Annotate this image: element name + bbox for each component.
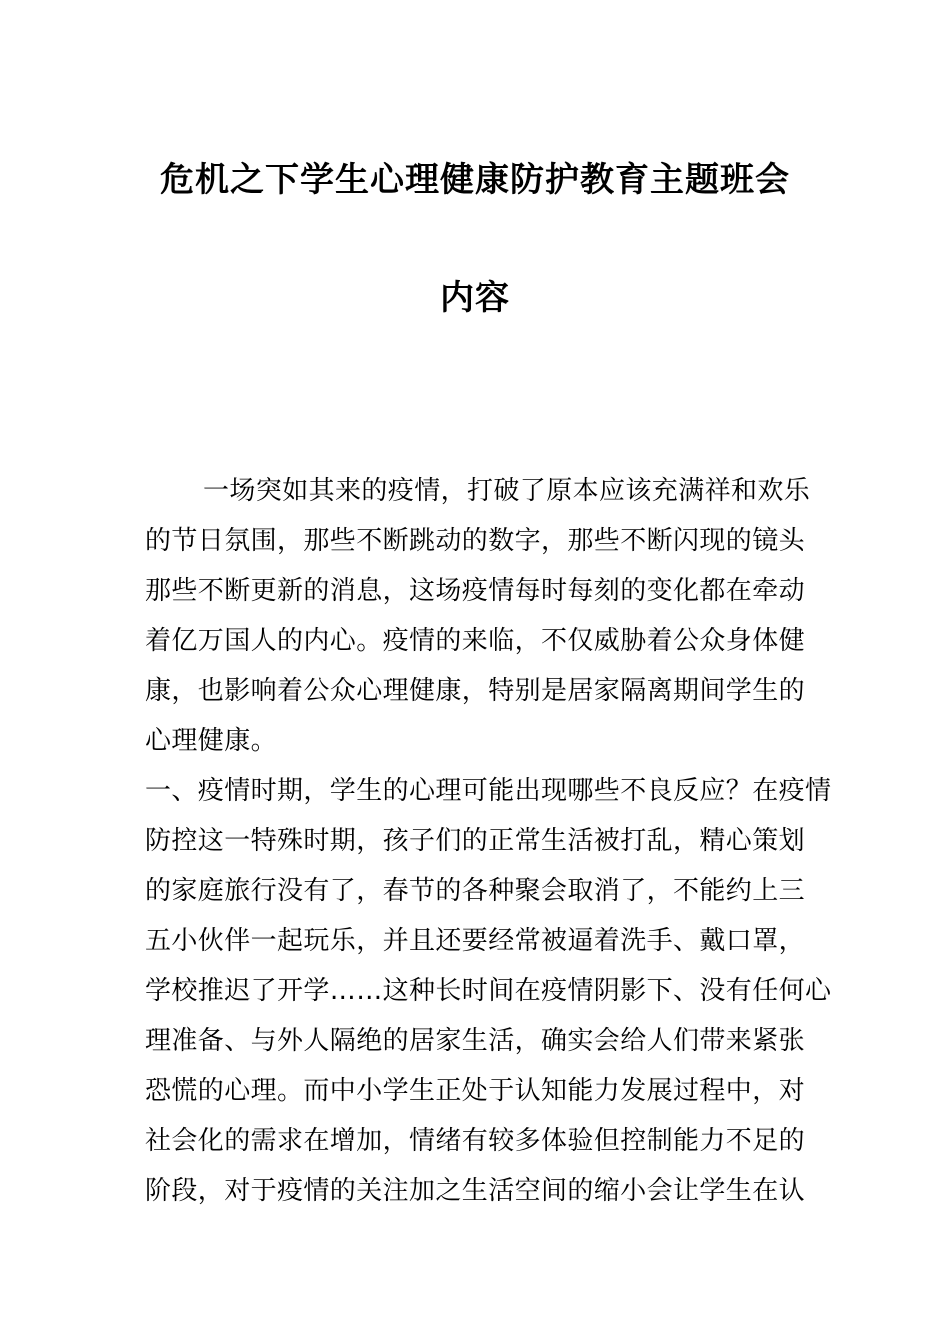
paragraph-line: 心理健康。	[145, 726, 278, 756]
paragraph-line: 阶段，对于疫情的关注加之生活空间的缩小会让学生在认	[145, 1176, 806, 1206]
document-title-line-1: 危机之下学生心理健康防护教育主题班会	[160, 160, 790, 200]
paragraph-line: 着亿万国人的内心。疫情的来临，不仅威胁着公众身体健	[145, 626, 806, 656]
document-title-line-2: 内容	[440, 278, 510, 318]
paragraph-line: 的家庭旅行没有了，春节的各种聚会取消了，不能约上三	[145, 876, 806, 906]
paragraph-line: 恐慌的心理。而中小学生正处于认知能力发展过程中，对	[145, 1076, 806, 1106]
paragraph-line: 五小伙伴一起玩乐，并且还要经常被逼着洗手、戴口罩，	[145, 926, 806, 956]
paragraph-line: 康，也影响着公众心理健康，特别是居家隔离期间学生的	[145, 676, 806, 706]
paragraph-line: 防控这一特殊时期，孩子们的正常生活被打乱，精心策划	[145, 826, 806, 856]
paragraph-line: 学校推迟了开学……这种长时间在疫情阴影下、没有任何心	[145, 976, 832, 1006]
paragraph-line: 一场突如其来的疫情，打破了原本应该充满祥和欢乐	[203, 476, 811, 506]
paragraph-line: 的节日氛围，那些不断跳动的数字，那些不断闪现的镜头	[145, 526, 806, 556]
paragraph-line: 理准备、与外人隔绝的居家生活，确实会给人们带来紧张	[145, 1026, 806, 1056]
paragraph-line: 那些不断更新的消息，这场疫情每时每刻的变化都在牵动	[145, 576, 806, 606]
section-heading-line: 一、疫情时期，学生的心理可能出现哪些不良反应？在疫情	[145, 776, 832, 806]
paragraph-line: 社会化的需求在增加，情绪有较多体验但控制能力不足的	[145, 1126, 806, 1156]
